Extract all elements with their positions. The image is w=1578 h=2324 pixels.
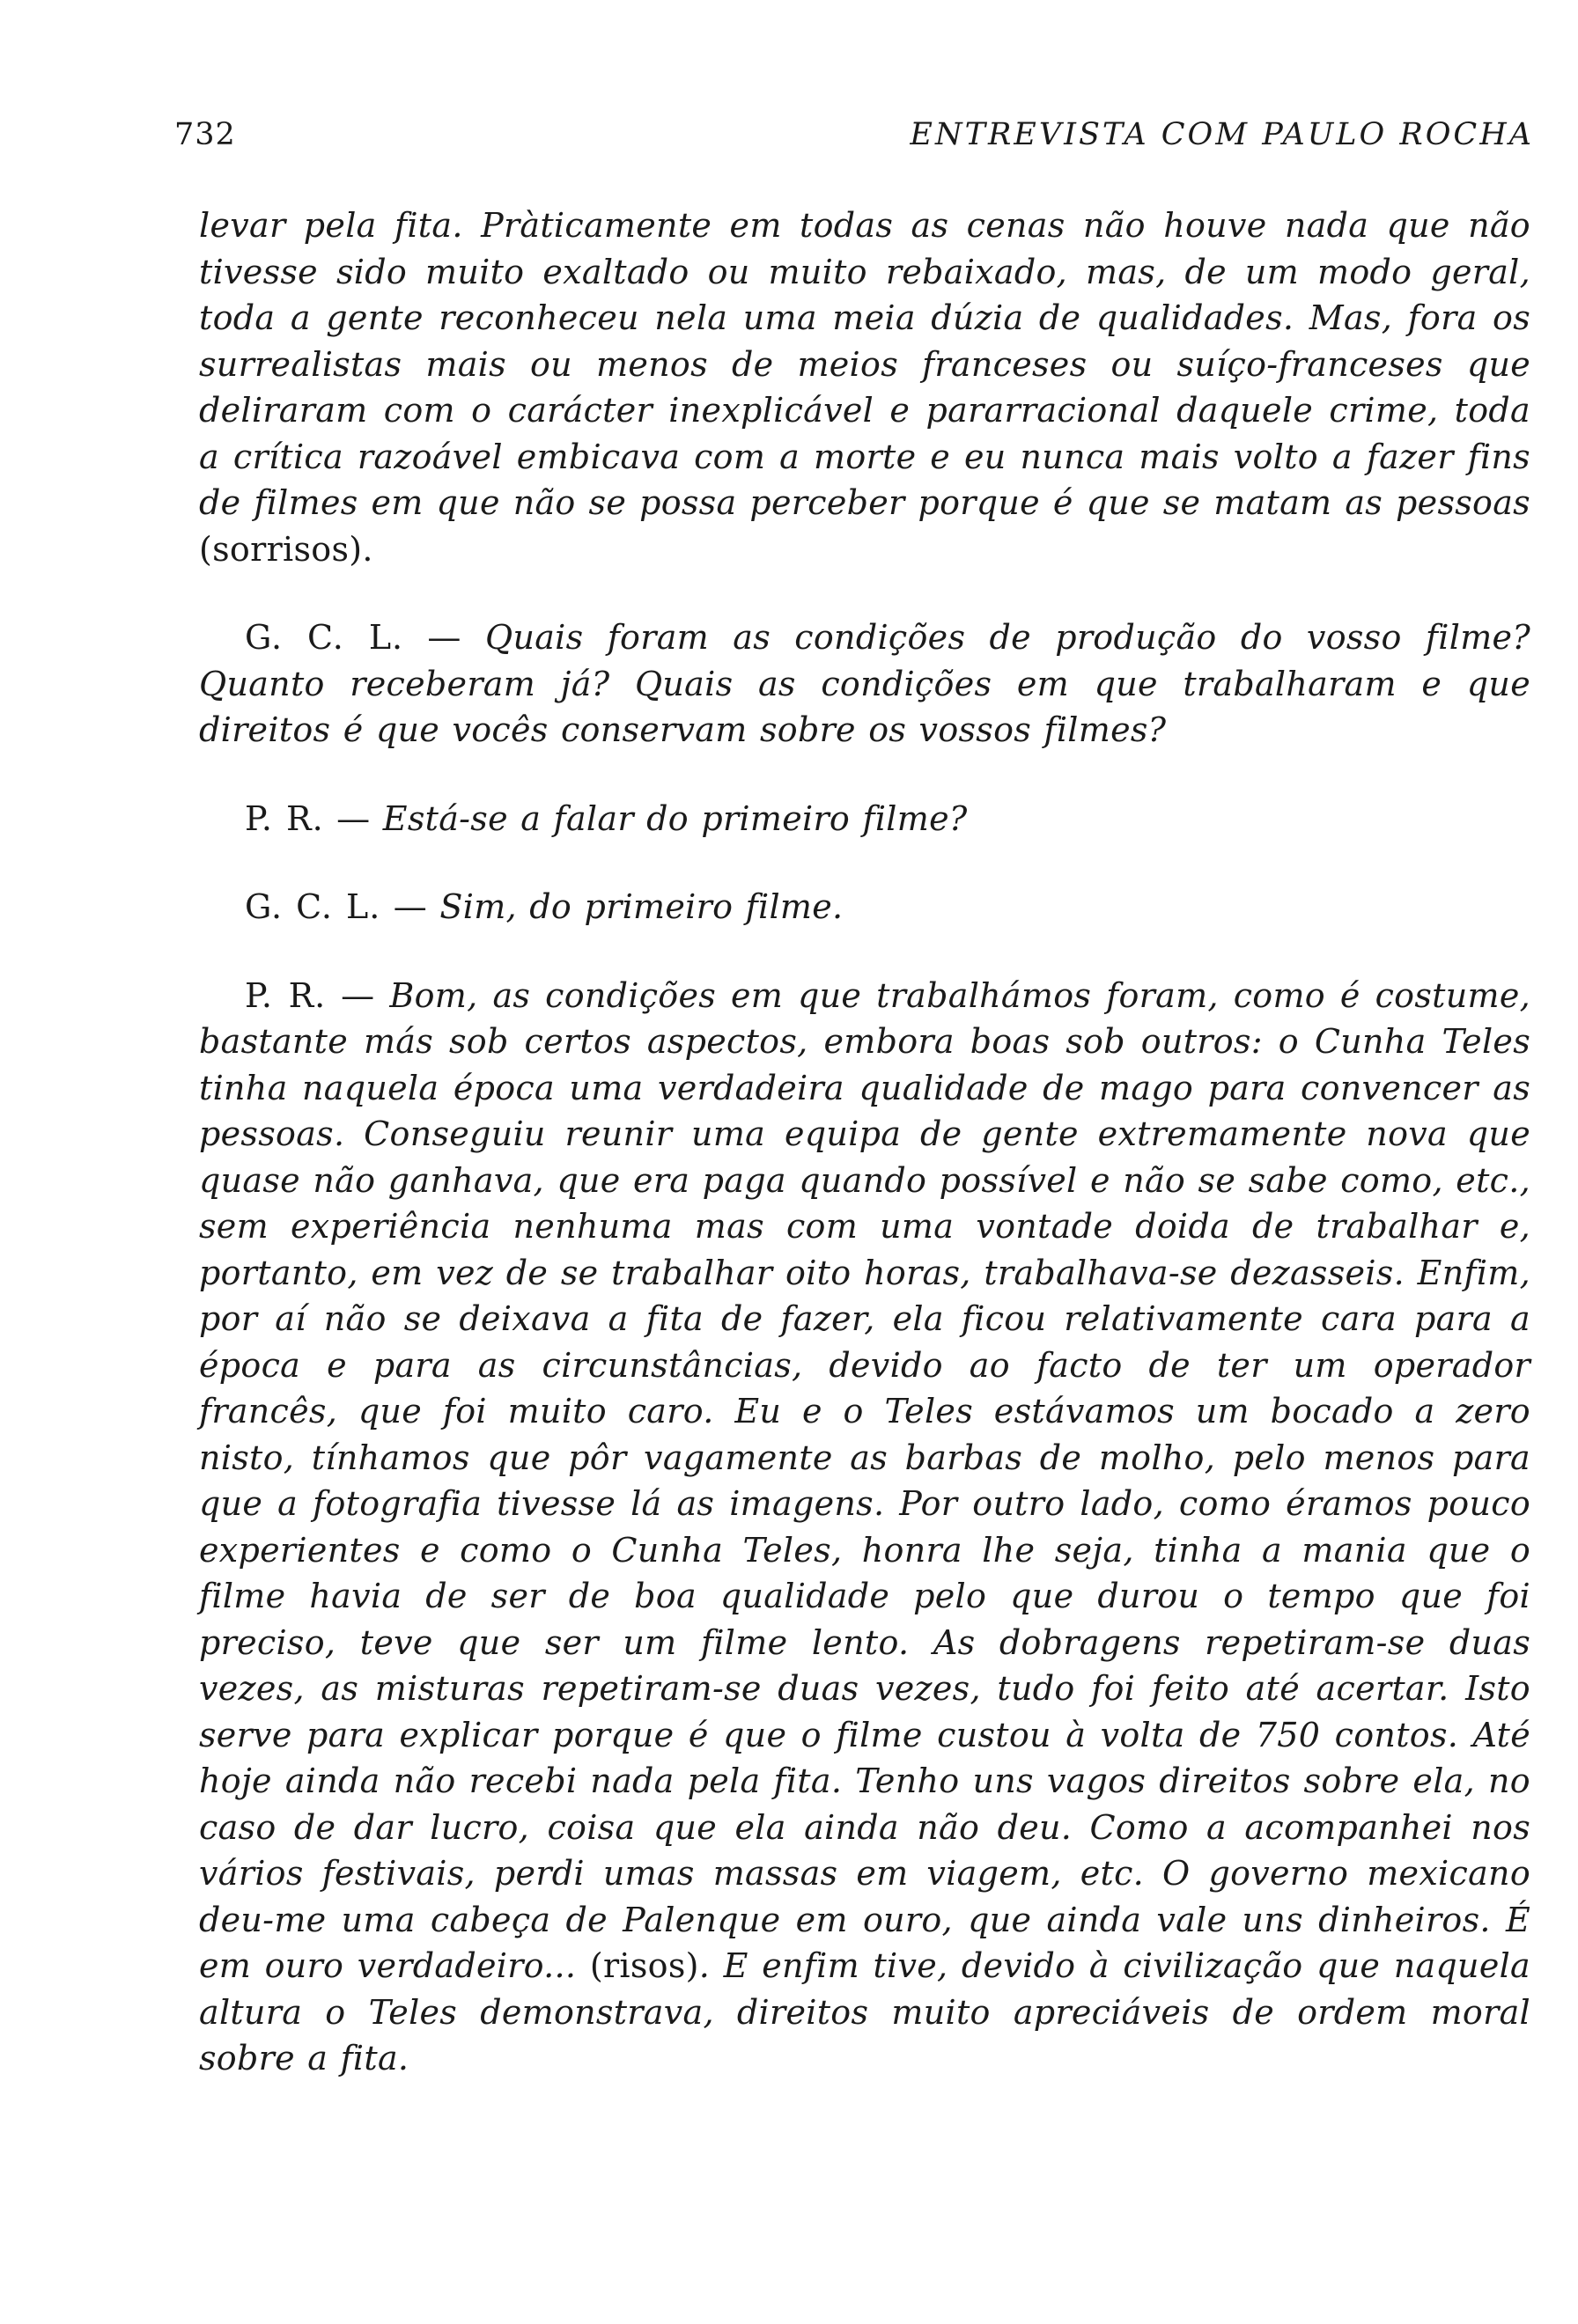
dialogue-dash: — xyxy=(323,798,383,838)
dialogue-dash: — xyxy=(380,887,440,926)
paragraph-text-end: . E enfim tive, devido à civilização que naquela altura o Teles demonstrava, direitos muito apreciáveis de ordem moral sobre a fita. xyxy=(199,1946,1531,2078)
interview-question xyxy=(199,884,1530,930)
dialogue-dash: — xyxy=(326,975,390,1015)
paragraph-continuation xyxy=(199,202,1530,572)
paragraph-text: Está-se a falar do primeiro filme? xyxy=(382,798,968,838)
interview-answer xyxy=(199,973,1530,2082)
speaker-label: G. C. L. xyxy=(245,887,381,926)
paragraph-text: Bom, as condições em que trabalhámos foram, como é costume, bastante más sob certos aspectos, embora boas sob outros: o Cunha Teles tinha naquela época uma verdadeira qualidade de mago para convencer as pessoas. Conseguiu reunir uma equipa de gente extremamente nova que quase não ganhava, que era paga quando possível e não se sabe como, etc., sem experiência nenhuma mas com uma vontade doida de trabalhar e, portanto, em vez de se trabalhar oito horas, trabalhava-se dezasseis. Enfim, por aí não se deixava a fita de fazer, ela ficou relativamente cara para a época e para as circunstâncias, devido ao facto de ter um operador francês, que foi muito caro. Eu e o Teles estávamos um bocado a zero nisto, tínhamos que pôr vagamente as barbas de molho, pelo menos para que a fotografia tivesse lá as imagens. Por outro lado, como éramos pouco experientes e como o Cunha Teles, honra lhe seja, tinha a mania que o filme havia de ser de boa qualidade pelo que durou o tempo que foi preciso, teve que ser um filme lento. As dobragens repetiram-se duas vezes, as misturas repetiram-se duas vezes, tudo foi feito até acertar. Isto serve para explicar porque é que o filme custou à volta de 750 contos. Até hoje ainda não recebi nada pela fita. Tenho uns vagos direitos sobre ela, no caso de dar lucro, coisa que ela ainda não deu. Como a acompanhei nos vários festivais, perdi umas massas em viagem, etc. O governo mexicano deu-me uma cabeça de Palenque em ouro, que ainda vale uns dinheiros. É em ouro verdadeiro... xyxy=(199,975,1531,1985)
paragraph-text: levar pela fita. Pràticamente em todas as cenas não houve nada que não tivesse sido muito exaltado ou muito rebaixado, mas, de um modo geral, toda a gente reconheceu nela uma meia dúzia de qualidades. Mas, fora os surrealistas mais ou menos de meios franceses ou suíço-franceses que deliraram com o carácter inexplicável e pararracional daquele crime, toda a crítica razoável embicava com a morte e eu nunca mais volto a fazer fins de filmes em que não se possa perceber porque é que se matam as pessoas xyxy=(199,206,1530,522)
paragraph-text: Quais foram as condições de produção do vosso filme? Quanto receberam já? Quais as condições em que trabalharam e que direitos é que vocês conservam sobre os vossos filmes? xyxy=(199,618,1530,749)
page-header xyxy=(174,113,1534,157)
page-body xyxy=(199,202,1530,2082)
speaker-label: G. C. L. xyxy=(245,618,404,657)
running-head: ENTREVISTA COM PAULO ROCHA xyxy=(910,117,1534,152)
interview-answer xyxy=(199,796,1530,842)
speaker-label: P. R. xyxy=(245,798,324,838)
speaker-label: P. R. xyxy=(245,975,327,1015)
stage-direction: (risos) xyxy=(576,1946,699,1985)
interview-question xyxy=(199,614,1530,754)
dialogue-dash: — xyxy=(403,618,485,657)
stage-direction: (sorrisos) xyxy=(199,529,363,569)
paragraph-text: Sim, do primeiro filme. xyxy=(439,887,844,926)
paragraph-text-end: . xyxy=(362,529,373,569)
page-number: 732 xyxy=(174,117,236,152)
